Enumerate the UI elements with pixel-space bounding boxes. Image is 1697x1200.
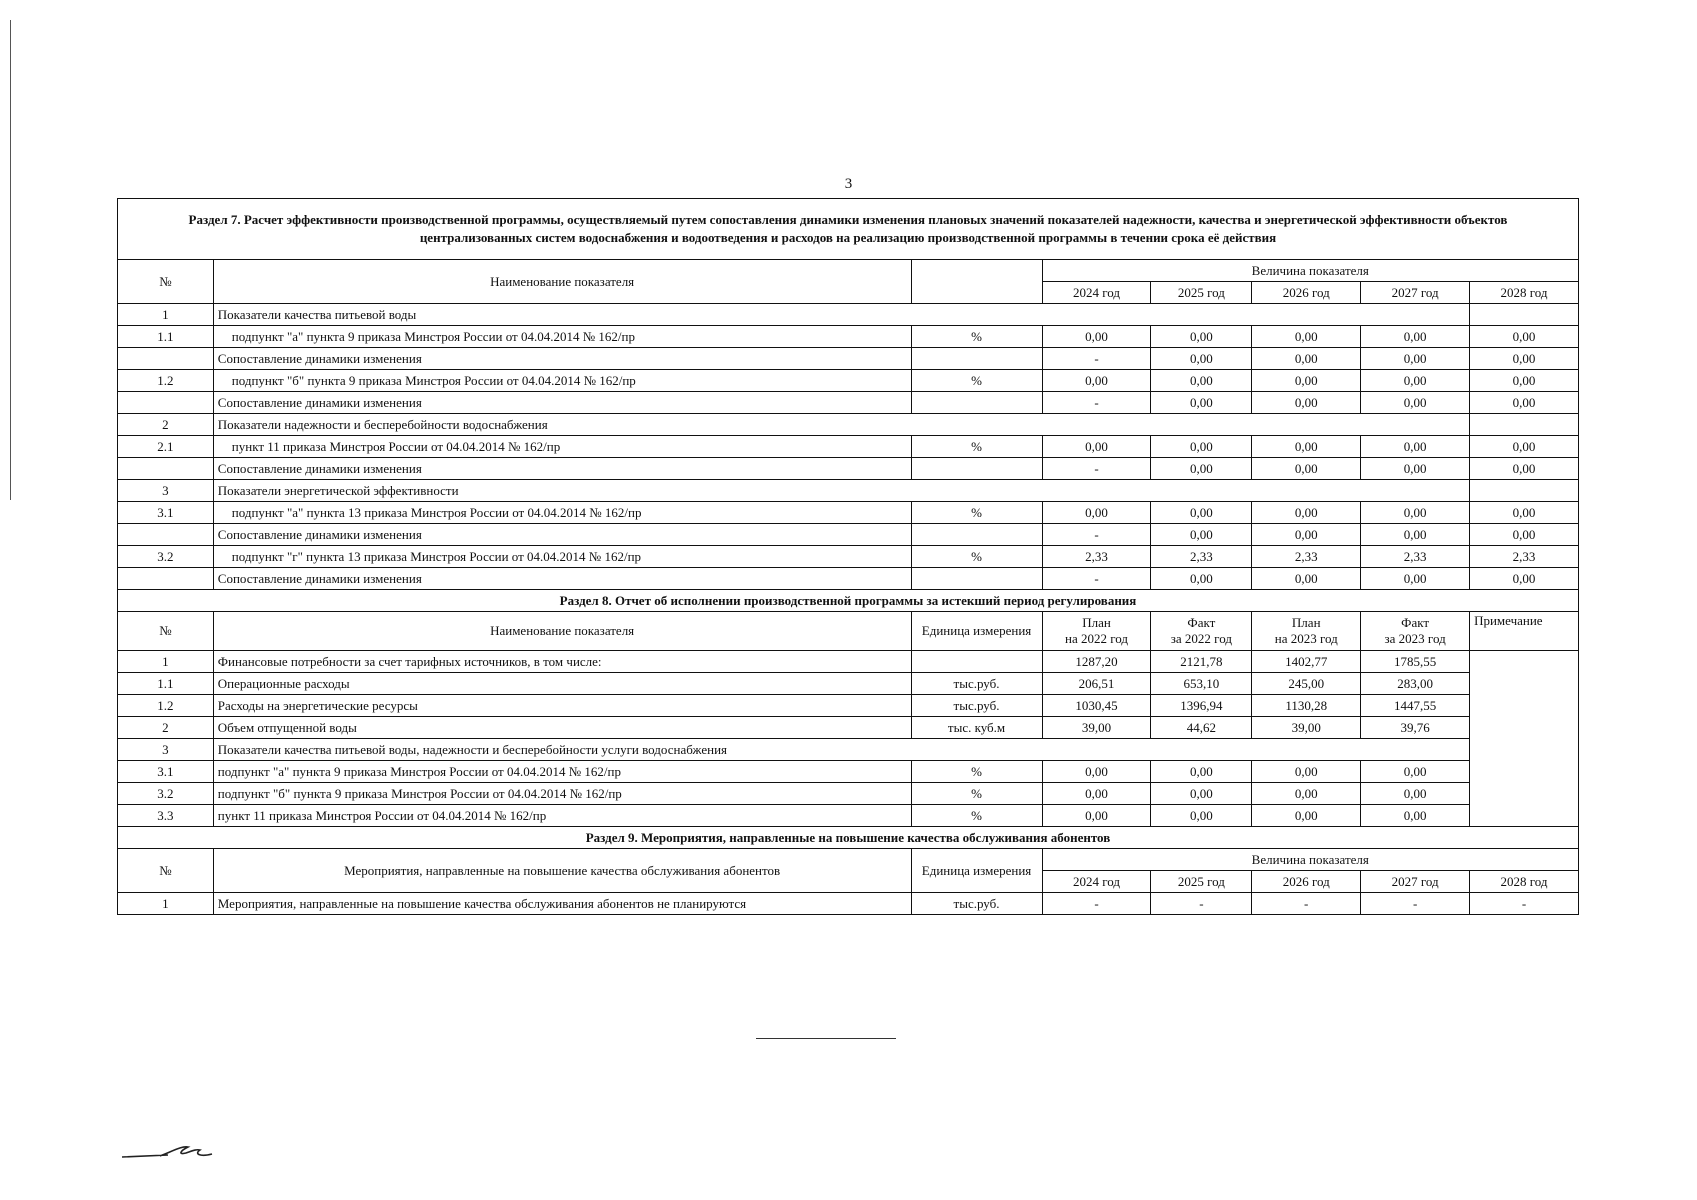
- row-number: 2.1: [118, 436, 214, 458]
- indicator-name: Сопоставление динамики изменения: [213, 348, 911, 370]
- value-cell: 0,00: [1151, 761, 1252, 783]
- group-name: Показатели качества питьевой воды, надежности и бесперебойности услуги водоснабжения: [213, 739, 1469, 761]
- value-cell: 0,00: [1361, 502, 1470, 524]
- value-cell: 1447,55: [1361, 695, 1470, 717]
- value-cell: 0,00: [1042, 370, 1151, 392]
- row-number: 3.2: [118, 783, 214, 805]
- row-number: [118, 392, 214, 414]
- row-number: 1: [118, 651, 214, 673]
- group-name: Показатели надежности и бесперебойности водоснабжения: [213, 414, 1469, 436]
- value-cell: 0,00: [1252, 761, 1361, 783]
- row-number: 3: [118, 739, 214, 761]
- table-row: [118, 524, 1579, 546]
- value-cell: 0,00: [1470, 392, 1579, 414]
- value-cell: 0,00: [1042, 783, 1151, 805]
- period-header: [1252, 612, 1361, 651]
- value-cell: 0,00: [1151, 502, 1252, 524]
- unit-cell: %: [911, 436, 1042, 458]
- value-cell: 0,00: [1252, 524, 1361, 546]
- section8-col-name: Наименование показателя: [213, 612, 911, 651]
- section9-col-value: Величина показателя: [1042, 849, 1578, 871]
- value-cell: 0,00: [1470, 370, 1579, 392]
- value-cell: -: [1042, 524, 1151, 546]
- value-cell: 0,00: [1042, 502, 1151, 524]
- table-row: [118, 695, 1579, 717]
- value-cell: 1030,45: [1042, 695, 1151, 717]
- report-table: [117, 198, 1579, 915]
- value-cell: 1396,94: [1151, 695, 1252, 717]
- row-number: 2: [118, 414, 214, 436]
- value-cell: -: [1470, 893, 1579, 915]
- value-cell: 0,00: [1470, 348, 1579, 370]
- period-header-line: План: [1082, 615, 1111, 630]
- section9-col-unit: Единица измерения: [911, 849, 1042, 893]
- row-number: 1: [118, 893, 214, 915]
- value-cell: 2,33: [1361, 546, 1470, 568]
- row-number: [118, 568, 214, 590]
- indicator-name: Сопоставление динамики изменения: [213, 392, 911, 414]
- value-cell: 0,00: [1361, 436, 1470, 458]
- value-cell: 0,00: [1151, 805, 1252, 827]
- period-header: [1042, 612, 1151, 651]
- row-number: 1: [118, 304, 214, 326]
- unit-cell: [911, 651, 1042, 673]
- value-cell: 0,00: [1151, 568, 1252, 590]
- value-cell: 39,76: [1361, 717, 1470, 739]
- section8-title-row: [118, 590, 1579, 612]
- table-row: [118, 414, 1579, 436]
- page-number: 3: [844, 176, 853, 192]
- value-cell: 1287,20: [1042, 651, 1151, 673]
- value-cell: -: [1042, 392, 1151, 414]
- indicator-name: пункт 11 приказа Минстроя России от 04.04.2014 № 162/пр: [213, 436, 911, 458]
- value-cell: 2,33: [1151, 546, 1252, 568]
- value-cell: 206,51: [1042, 673, 1151, 695]
- value-cell: 44,62: [1151, 717, 1252, 739]
- value-cell: 0,00: [1042, 805, 1151, 827]
- year-header: 2026 год: [1252, 871, 1361, 893]
- value-cell: 0,00: [1361, 370, 1470, 392]
- value-cell: 0,00: [1361, 761, 1470, 783]
- value-cell: 0,00: [1042, 436, 1151, 458]
- table-row: [118, 326, 1579, 348]
- row-number: 2: [118, 717, 214, 739]
- value-cell: 39,00: [1252, 717, 1361, 739]
- indicator-name: Расходы на энергетические ресурсы: [213, 695, 911, 717]
- section8-header-row: [118, 612, 1579, 651]
- value-cell: -: [1252, 893, 1361, 915]
- unit-cell: [911, 392, 1042, 414]
- section7-title: Раздел 7. Расчет эффективности производственной программы, осуществляемый путем сопоставления динамики изменения плановых значений показателей надежности, качества и энергетической эффективности объектов централизованных систем водоснабжения и водоотведения и расходов на реализацию производственной программы в течении срока её действия: [118, 199, 1579, 260]
- value-cell: 0,00: [1361, 524, 1470, 546]
- value-cell: 0,00: [1470, 436, 1579, 458]
- value-cell: 0,00: [1361, 326, 1470, 348]
- unit-cell: [911, 348, 1042, 370]
- value-cell: -: [1042, 893, 1151, 915]
- table-row: [118, 673, 1579, 695]
- section7-col-value: Величина показателя: [1042, 260, 1578, 282]
- indicator-name: Финансовые потребности за счет тарифных источников, в том числе:: [213, 651, 911, 673]
- empty-cell: [1470, 304, 1579, 326]
- unit-cell: тыс.руб.: [911, 893, 1042, 915]
- table-row: [118, 739, 1579, 761]
- value-cell: 0,00: [1252, 370, 1361, 392]
- group-name: Показатели качества питьевой воды: [213, 304, 1469, 326]
- row-number: [118, 524, 214, 546]
- row-number: [118, 458, 214, 480]
- section9-header-row: [118, 849, 1579, 871]
- indicator-name: Сопоставление динамики изменения: [213, 524, 911, 546]
- section9-title: Раздел 9. Мероприятия, направленные на повышение качества обслуживания абонентов: [118, 827, 1579, 849]
- value-cell: 0,00: [1151, 783, 1252, 805]
- unit-cell: %: [911, 783, 1042, 805]
- indicator-name: Операционные расходы: [213, 673, 911, 695]
- table-row: [118, 893, 1579, 915]
- period-header-line: Факт: [1187, 615, 1216, 630]
- measure-name: Мероприятия, направленные на повышение качества обслуживания абонентов не планируются: [213, 893, 911, 915]
- row-number: 3.2: [118, 546, 214, 568]
- value-cell: 1785,55: [1361, 651, 1470, 673]
- value-cell: 0,00: [1252, 568, 1361, 590]
- value-cell: 2,33: [1252, 546, 1361, 568]
- closing-rule: [756, 1038, 896, 1039]
- value-cell: 0,00: [1361, 392, 1470, 414]
- value-cell: 0,00: [1252, 502, 1361, 524]
- year-header: 2028 год: [1470, 871, 1579, 893]
- row-number: 1.2: [118, 695, 214, 717]
- value-cell: 0,00: [1252, 805, 1361, 827]
- value-cell: 0,00: [1361, 458, 1470, 480]
- unit-cell: %: [911, 805, 1042, 827]
- note-cell: [1470, 651, 1579, 827]
- left-margin-rule: [10, 20, 11, 500]
- value-cell: -: [1042, 568, 1151, 590]
- table-row: [118, 568, 1579, 590]
- value-cell: 0,00: [1470, 568, 1579, 590]
- period-header-line: План: [1291, 615, 1321, 630]
- indicator-name: Сопоставление динамики изменения: [213, 458, 911, 480]
- value-cell: 0,00: [1470, 326, 1579, 348]
- value-cell: 0,00: [1151, 392, 1252, 414]
- table-row: [118, 458, 1579, 480]
- year-header: 2024 год: [1042, 282, 1151, 304]
- table-row: [118, 546, 1579, 568]
- row-number: 3.3: [118, 805, 214, 827]
- section7-col-unit: [911, 260, 1042, 304]
- indicator-name: подпункт "б" пункта 9 приказа Минстроя России от 04.04.2014 № 162/пр: [213, 370, 911, 392]
- value-cell: 0,00: [1151, 370, 1252, 392]
- section9-title-row: [118, 827, 1579, 849]
- section8-title: Раздел 8. Отчет об исполнении производственной программы за истекший период регулирования: [118, 590, 1579, 612]
- value-cell: 653,10: [1151, 673, 1252, 695]
- indicator-name: подпункт "г" пункта 13 приказа Минстроя России от 04.04.2014 № 162/пр: [213, 546, 911, 568]
- unit-cell: тыс.руб.: [911, 673, 1042, 695]
- table-row: [118, 651, 1579, 673]
- value-cell: 0,00: [1252, 458, 1361, 480]
- value-cell: 0,00: [1361, 348, 1470, 370]
- value-cell: -: [1151, 893, 1252, 915]
- value-cell: 0,00: [1470, 502, 1579, 524]
- section7-col-name: Наименование показателя: [213, 260, 911, 304]
- section7-header-row: [118, 260, 1579, 282]
- empty-cell: [1470, 414, 1579, 436]
- indicator-name: подпункт "а" пункта 9 приказа Минстроя России от 04.04.2014 № 162/пр: [213, 326, 911, 348]
- unit-cell: %: [911, 502, 1042, 524]
- section9-col-name: Мероприятия, направленные на повышение качества обслуживания абонентов: [213, 849, 911, 893]
- unit-cell: [911, 568, 1042, 590]
- section8-col-unit: Единица измерения: [911, 612, 1042, 651]
- unit-cell: %: [911, 370, 1042, 392]
- value-cell: 0,00: [1252, 348, 1361, 370]
- value-cell: -: [1042, 458, 1151, 480]
- value-cell: 0,00: [1151, 436, 1252, 458]
- value-cell: 0,00: [1151, 348, 1252, 370]
- section7-title-row: [118, 199, 1579, 260]
- table-row: [118, 480, 1579, 502]
- row-number: [118, 348, 214, 370]
- unit-cell: %: [911, 326, 1042, 348]
- section7-col-no: №: [118, 260, 214, 304]
- value-cell: 0,00: [1361, 805, 1470, 827]
- value-cell: 0,00: [1361, 783, 1470, 805]
- period-header: [1361, 612, 1470, 651]
- value-cell: 0,00: [1252, 436, 1361, 458]
- row-number: 1.1: [118, 673, 214, 695]
- row-number: 3.1: [118, 502, 214, 524]
- table-row: [118, 783, 1579, 805]
- value-cell: 0,00: [1151, 524, 1252, 546]
- value-cell: 1130,28: [1252, 695, 1361, 717]
- table-row: [118, 502, 1579, 524]
- value-cell: 0,00: [1252, 392, 1361, 414]
- year-header: 2027 год: [1361, 282, 1470, 304]
- table-row: [118, 392, 1579, 414]
- section8-col-note: Примечание: [1470, 612, 1579, 651]
- indicator-name: подпункт "а" пункта 9 приказа Минстроя России от 04.04.2014 № 162/пр: [213, 761, 911, 783]
- year-header: 2024 год: [1042, 871, 1151, 893]
- group-name: Показатели энергетической эффективности: [213, 480, 1469, 502]
- period-header-line: на 2023 год: [1274, 631, 1338, 646]
- indicator-name: подпункт "а" пункта 13 приказа Минстроя России от 04.04.2014 № 162/пр: [213, 502, 911, 524]
- value-cell: 0,00: [1042, 326, 1151, 348]
- table-row: [118, 436, 1579, 458]
- row-number: 3.1: [118, 761, 214, 783]
- table-row: [118, 304, 1579, 326]
- indicator-name: Сопоставление динамики изменения: [213, 568, 911, 590]
- period-header-line: на 2022 год: [1065, 631, 1128, 646]
- indicator-name: пункт 11 приказа Минстроя России от 04.04.2014 № 162/пр: [213, 805, 911, 827]
- period-header-line: Факт: [1401, 615, 1430, 630]
- value-cell: 245,00: [1252, 673, 1361, 695]
- row-number: 1.2: [118, 370, 214, 392]
- value-cell: 0,00: [1470, 524, 1579, 546]
- table-row: [118, 805, 1579, 827]
- indicator-name: Объем отпущенной воды: [213, 717, 911, 739]
- unit-cell: %: [911, 761, 1042, 783]
- value-cell: 0,00: [1252, 326, 1361, 348]
- year-header: 2025 год: [1151, 871, 1252, 893]
- row-number: 1.1: [118, 326, 214, 348]
- value-cell: 0,00: [1042, 761, 1151, 783]
- value-cell: 0,00: [1361, 568, 1470, 590]
- value-cell: 283,00: [1361, 673, 1470, 695]
- unit-cell: [911, 458, 1042, 480]
- indicator-name: подпункт "б" пункта 9 приказа Минстроя России от 04.04.2014 № 162/пр: [213, 783, 911, 805]
- value-cell: -: [1361, 893, 1470, 915]
- value-cell: 0,00: [1151, 458, 1252, 480]
- table-row: [118, 348, 1579, 370]
- empty-cell: [1470, 480, 1579, 502]
- section8-col-no: №: [118, 612, 214, 651]
- unit-cell: тыс.руб.: [911, 695, 1042, 717]
- table-row: [118, 761, 1579, 783]
- value-cell: -: [1042, 348, 1151, 370]
- row-number: 3: [118, 480, 214, 502]
- value-cell: 0,00: [1252, 783, 1361, 805]
- value-cell: 0,00: [1151, 326, 1252, 348]
- period-header-line: за 2022 год: [1170, 631, 1232, 646]
- section9-col-no: №: [118, 849, 214, 893]
- value-cell: 2121,78: [1151, 651, 1252, 673]
- value-cell: 0,00: [1470, 458, 1579, 480]
- unit-cell: %: [911, 546, 1042, 568]
- value-cell: 1402,77: [1252, 651, 1361, 673]
- value-cell: 39,00: [1042, 717, 1151, 739]
- year-header: 2027 год: [1361, 871, 1470, 893]
- unit-cell: [911, 524, 1042, 546]
- table-row: [118, 370, 1579, 392]
- year-header: 2026 год: [1252, 282, 1361, 304]
- year-header: 2025 год: [1151, 282, 1252, 304]
- value-cell: 2,33: [1470, 546, 1579, 568]
- period-header: [1151, 612, 1252, 651]
- table-row: [118, 717, 1579, 739]
- year-header: 2028 год: [1470, 282, 1579, 304]
- unit-cell: тыс. куб.м: [911, 717, 1042, 739]
- signature-mark: [120, 1138, 216, 1164]
- value-cell: 2,33: [1042, 546, 1151, 568]
- period-header-line: за 2023 год: [1384, 631, 1446, 646]
